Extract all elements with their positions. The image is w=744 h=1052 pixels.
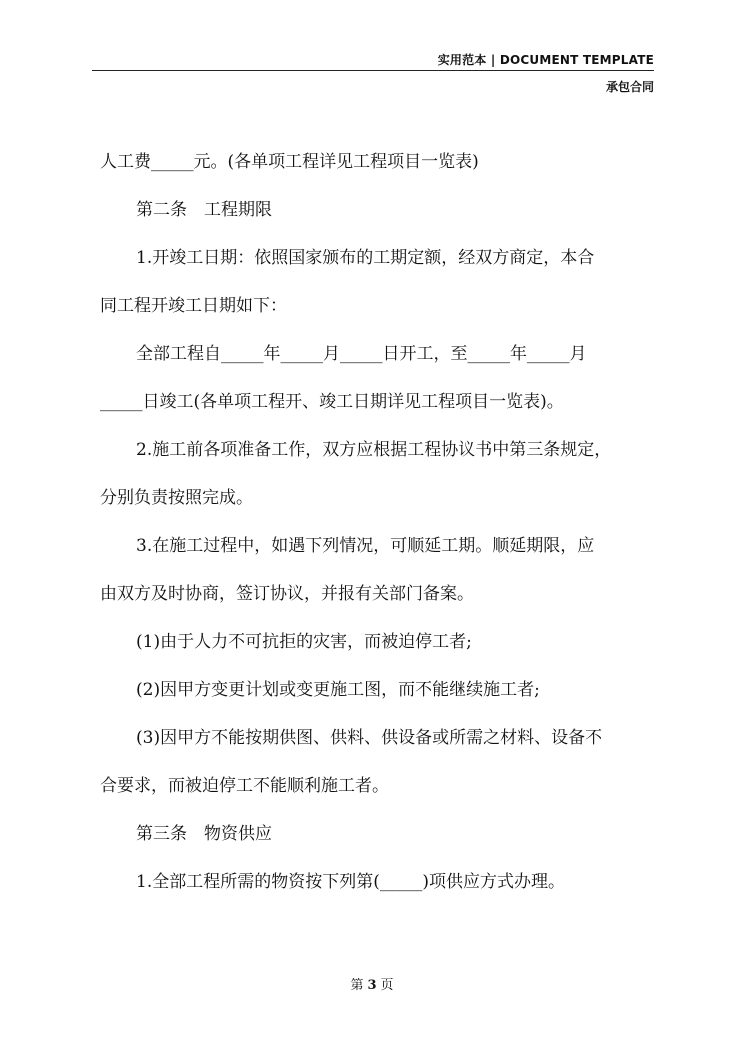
header-subtitle: 承包合同	[605, 80, 654, 94]
paragraph-extension: 3.在施工过程中，如遇下列情况，可顺延工期。顺延期限，应	[136, 536, 595, 556]
footer-prefix: 第	[350, 978, 364, 993]
paragraph-start-date-cont: 同工程开竣工日期如下：	[100, 296, 287, 316]
paragraph-schedule: 全部工程自_____年_____月_____日开工，至_____年_____月	[136, 344, 587, 364]
article-heading-2: 第二条 工程期限	[136, 200, 272, 220]
list-item-1: (1)由于人力不可抗拒的灾害，而被迫停工者;	[136, 632, 472, 652]
article-heading-3: 第三条 物资供应	[136, 824, 272, 844]
paragraph-extension-cont: 由双方及时协商，签订协议，并报有关部门备案。	[100, 584, 474, 604]
paragraph-preparation-cont: 分别负责按照完成。	[100, 488, 253, 508]
header-title: 实用范本 | DOCUMENT TEMPLATE	[437, 53, 654, 67]
list-item-2: (2)因甲方变更计划或变更施工图，而不能继续施工者;	[136, 680, 540, 700]
paragraph-preparation: 2.施工前各项准备工作，双方应根据工程协议书中第三条规定，	[136, 440, 612, 460]
paragraph-start-date: 1.开竣工日期：依照国家颁布的工期定额，经双方商定，本合	[136, 248, 595, 268]
page-number: 3	[367, 978, 377, 993]
page-header	[92, 50, 654, 71]
page-footer	[0, 974, 744, 993]
list-item-3: (3)因甲方不能按期供图、供料、供设备或所需之材料、设备不	[136, 728, 603, 748]
paragraph-materials: 1.全部工程所需的物资按下列第(_____)项供应方式办理。	[136, 872, 565, 892]
paragraph-schedule-cont: _____日竣工(各单项工程开、竣工日期详见工程项目一览表)。	[100, 392, 564, 412]
paragraph-labor-cost: 人工费_____元。(各单项工程详见工程项目一览表)	[100, 152, 479, 172]
footer-suffix: 页	[380, 978, 394, 993]
list-item-3-cont: 合要求，而被迫停工不能顺利施工者。	[100, 776, 389, 796]
document-body	[100, 138, 660, 906]
